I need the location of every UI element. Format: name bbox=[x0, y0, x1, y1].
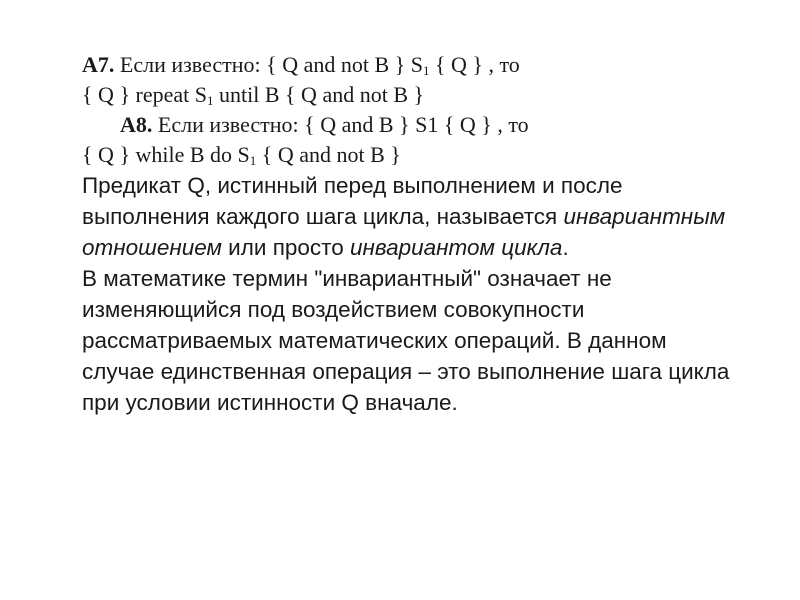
slide-content bbox=[82, 50, 742, 418]
rule-a8-line-2 bbox=[82, 140, 742, 170]
rule-a8-label: А8. bbox=[120, 112, 153, 137]
rule-a7-conclusion-subscript: 1 bbox=[206, 93, 214, 108]
rule-a7-condition: Если известно: { Q and not B } S bbox=[114, 52, 423, 77]
rule-a7-condition-tail: { Q } , то bbox=[429, 52, 520, 77]
rule-a8-conclusion: { Q } while B do S bbox=[82, 142, 250, 167]
rule-a7-subscript: 1 bbox=[422, 63, 430, 78]
rule-a8-condition: Если известно: { Q and B } S1 { Q } , то bbox=[152, 112, 529, 137]
rule-a7-line-2 bbox=[82, 80, 742, 110]
rule-a8-conclusion-tail: { Q and not B } bbox=[256, 142, 401, 167]
paragraph1-end: . bbox=[562, 235, 569, 260]
invariant-definition-paragraph bbox=[82, 170, 742, 263]
paragraph1-middle: или просто bbox=[221, 235, 350, 260]
paragraph1-start: Предикат Q, истинный перед выполнением и после выполнения каждого шага цикла, называется bbox=[82, 173, 623, 229]
invariant-math-paragraph: В математике термин "инвариантный" означает не изменяющийся под воздействием совокупности рассматриваемых математических операций. В данном случае единственная операция – это выполнение шага цикла при условии истинности Q вначале. bbox=[82, 266, 730, 415]
rule-a7-line-1 bbox=[82, 50, 742, 80]
rule-a7-label: А7. bbox=[82, 52, 115, 77]
paragraph1-emphasis-loop-invariant: инвариантом цикла bbox=[349, 235, 563, 260]
rule-a7-conclusion-tail: until B { Q and not B } bbox=[213, 82, 425, 107]
rule-a8-conclusion-subscript: 1 bbox=[249, 153, 257, 168]
rule-a7-conclusion: { Q } repeat S bbox=[82, 82, 207, 107]
rule-a8-line-1 bbox=[82, 110, 742, 140]
paragraph1-emphasis-invariant-relation: инвариантным отношением bbox=[82, 204, 726, 260]
